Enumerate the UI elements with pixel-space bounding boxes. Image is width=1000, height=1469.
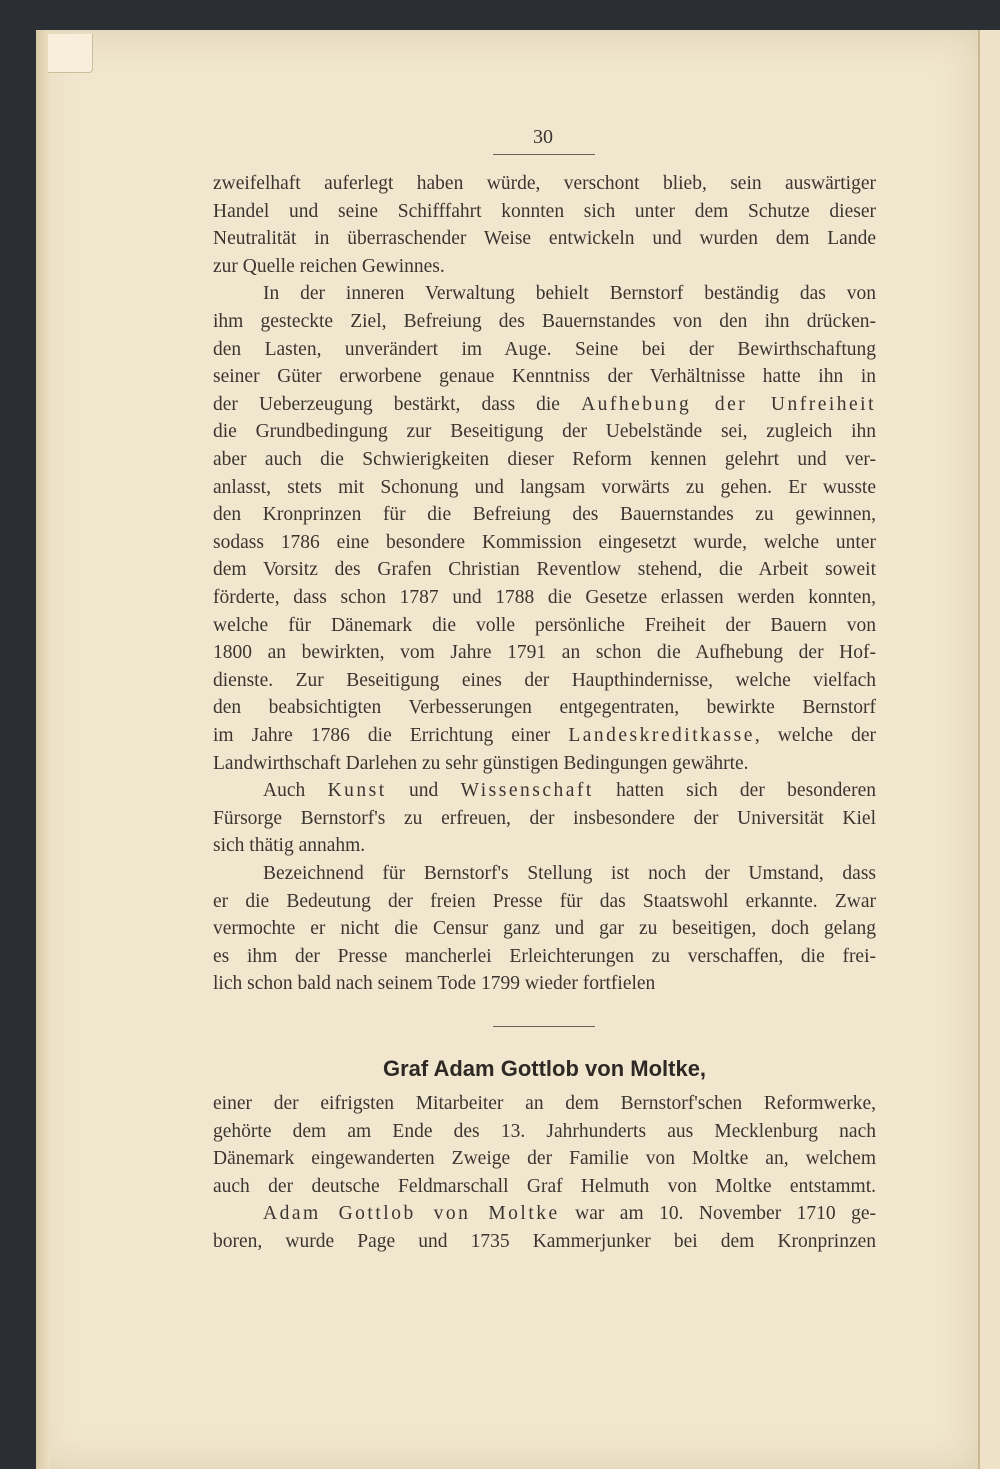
text-line bbox=[213, 446, 876, 473]
text-segment: Fürsorge Bernstorf's zu erfreuen, der insbesondere der Universität Kiel bbox=[213, 807, 876, 829]
page-binding-edge bbox=[36, 30, 50, 1469]
text-line bbox=[213, 308, 876, 335]
text-line bbox=[213, 832, 876, 859]
text-segment: die Grundbedingung zur Beseitigung der Uebelstände sei, zugleich ihn bbox=[213, 421, 876, 443]
text-segment: Wissenschaft bbox=[460, 780, 594, 802]
text-segment: seiner Güter erworbene genaue Kenntniss der Verhältnisse hatte ihn in bbox=[213, 366, 876, 388]
text-line bbox=[213, 805, 876, 832]
text-line bbox=[213, 584, 876, 611]
text-line bbox=[213, 1090, 876, 1117]
text-segment: welche für Dänemark die volle persönliche Freiheit der Bauern von bbox=[213, 614, 876, 636]
folded-page-corner bbox=[48, 34, 93, 73]
text-line bbox=[213, 1118, 876, 1145]
text-segment: der Ueberzeugung bestärkt, dass die bbox=[213, 393, 582, 415]
text-segment: sodass 1786 eine besondere Kommission eingesetzt wurde, welche unter bbox=[213, 531, 876, 553]
text-segment: Landwirthschaft Darlehen zu sehr günstigen Bedingungen gewährte. bbox=[213, 752, 749, 774]
text-line bbox=[213, 970, 876, 997]
text-line bbox=[213, 639, 876, 666]
text-segment: 1800 an bewirkten, vom Jahre 1791 an schon die Aufhebung der Hof- bbox=[213, 642, 876, 664]
text-segment: förderte, dass schon 1787 und 1788 die Gesetze erlassen werden konnten, bbox=[213, 587, 876, 608]
text-line bbox=[213, 777, 876, 804]
text-segment: auch der deutsche Feldmarschall Graf Helmuth von Moltke entstammt. bbox=[213, 1175, 876, 1197]
text-segment: , welche der bbox=[754, 725, 876, 746]
text-segment: boren, wurde Page und 1735 Kammerjunker bei dem Kronprinzen bbox=[213, 1231, 876, 1252]
text-line bbox=[213, 1228, 876, 1255]
text-line bbox=[213, 888, 876, 915]
text-segment: den beabsichtigten Verbesserungen entgegentraten, bewirkte Bernstorf bbox=[213, 697, 876, 719]
text-line bbox=[213, 253, 876, 280]
text-segment: Aufhebung der Unfreiheit bbox=[581, 393, 877, 415]
text-line bbox=[213, 915, 876, 942]
text-line bbox=[213, 363, 876, 390]
text-line bbox=[213, 667, 876, 694]
text-segment: Auch bbox=[263, 780, 328, 802]
header-rule bbox=[493, 154, 595, 155]
text-line bbox=[213, 943, 876, 970]
text-segment: Bezeichnend für Bernstorf's Stellung ist noch der Umstand, dass bbox=[263, 863, 876, 884]
text-segment: Dänemark eingewanderten Zweige der Familie von Moltke an, welchem bbox=[213, 1148, 876, 1170]
text-line bbox=[213, 694, 876, 721]
text-segment: ihm gesteckte Ziel, Befreiung des Bauernstandes von den ihn drücken- bbox=[213, 311, 876, 332]
text-line bbox=[213, 556, 876, 583]
text-segment: aber auch die Schwierigkeiten dieser Reform kennen gelehrt und ver- bbox=[213, 449, 876, 470]
text-segment: Handel und seine Schifffahrt konnten sich unter dem Schutze dieser bbox=[213, 200, 876, 222]
text-line bbox=[213, 722, 876, 749]
text-line bbox=[213, 501, 876, 528]
adjacent-page-edge bbox=[978, 30, 1000, 1469]
text-line bbox=[213, 750, 876, 777]
section-heading: Graf Adam Gottlob von Moltke, bbox=[382, 1056, 707, 1081]
text-line bbox=[213, 1200, 876, 1227]
text-segment: gehörte dem am Ende des 13. Jahrhunderts aus Mecklenburg nach bbox=[213, 1120, 876, 1142]
text-segment: In der inneren Verwaltung behielt Bernstorf beständig das von bbox=[263, 283, 876, 305]
text-segment: Adam Gottlob von Moltke bbox=[263, 1203, 560, 1225]
text-segment: Landeskreditkasse bbox=[568, 725, 755, 746]
text-line bbox=[213, 336, 876, 363]
text-segment: dem Vorsitz des Grafen Christian Reventlow stehend, die Arbeit soweit bbox=[213, 559, 876, 581]
text-line bbox=[213, 474, 876, 501]
text-segment: im Jahre 1786 die Errichtung einer bbox=[213, 725, 569, 746]
text-line bbox=[213, 170, 876, 197]
text-segment: hatten sich der besonderen bbox=[593, 780, 876, 802]
text-segment: den Lasten, unverändert im Auge. Seine bei der Bewirthschaftung bbox=[213, 338, 876, 360]
text-segment: lich schon bald nach seinem Tode 1799 wieder fortfielen bbox=[213, 973, 656, 995]
text-line bbox=[213, 1173, 876, 1200]
text-segment: es ihm der Presse mancherlei Erleichterungen zu verschaffen, die frei- bbox=[213, 945, 876, 967]
text-line bbox=[213, 391, 876, 418]
text-segment: vermochte er nicht die Censur ganz und gar zu beseitigen, doch gelang bbox=[213, 918, 876, 940]
text-segment: und bbox=[386, 780, 461, 802]
text-line bbox=[213, 860, 876, 887]
text-segment: zur Quelle reichen Gewinnes. bbox=[213, 255, 445, 277]
section-divider-rule bbox=[493, 1026, 595, 1027]
text-segment: einer der eifrigsten Mitarbeiter an dem Bernstorf'schen Reformwerke, bbox=[213, 1093, 876, 1114]
text-segment: er die Bedeutung der freien Presse für das Staatswohl erkannte. Zwar bbox=[213, 890, 876, 912]
text-line bbox=[213, 612, 876, 639]
text-segment: war am 10. November 1710 ge- bbox=[559, 1203, 876, 1225]
text-line bbox=[213, 198, 876, 225]
text-segment: sich thätig annahm. bbox=[213, 835, 366, 857]
text-segment: Kunst bbox=[327, 780, 387, 802]
text-segment: zweifelhaft auferlegt haben würde, verschont blieb, sein auswärtiger bbox=[213, 173, 876, 194]
text-line bbox=[213, 280, 876, 307]
text-segment: Neutralität in überraschender Weise entwickeln und wurden dem Lande bbox=[213, 228, 876, 250]
text-line bbox=[213, 529, 876, 556]
page-number: 30 bbox=[533, 126, 553, 148]
text-line bbox=[213, 418, 876, 445]
text-segment: anlasst, stets mit Schonung und langsam vorwärts zu gehen. Er wusste bbox=[213, 476, 876, 498]
text-line bbox=[213, 1145, 876, 1172]
text-line bbox=[213, 225, 876, 252]
text-segment: dienste. Zur Beseitigung eines der Haupthindernisse, welche vielfach bbox=[213, 669, 876, 691]
text-segment: den Kronprinzen für die Befreiung des Bauernstandes zu gewinnen, bbox=[213, 504, 876, 526]
